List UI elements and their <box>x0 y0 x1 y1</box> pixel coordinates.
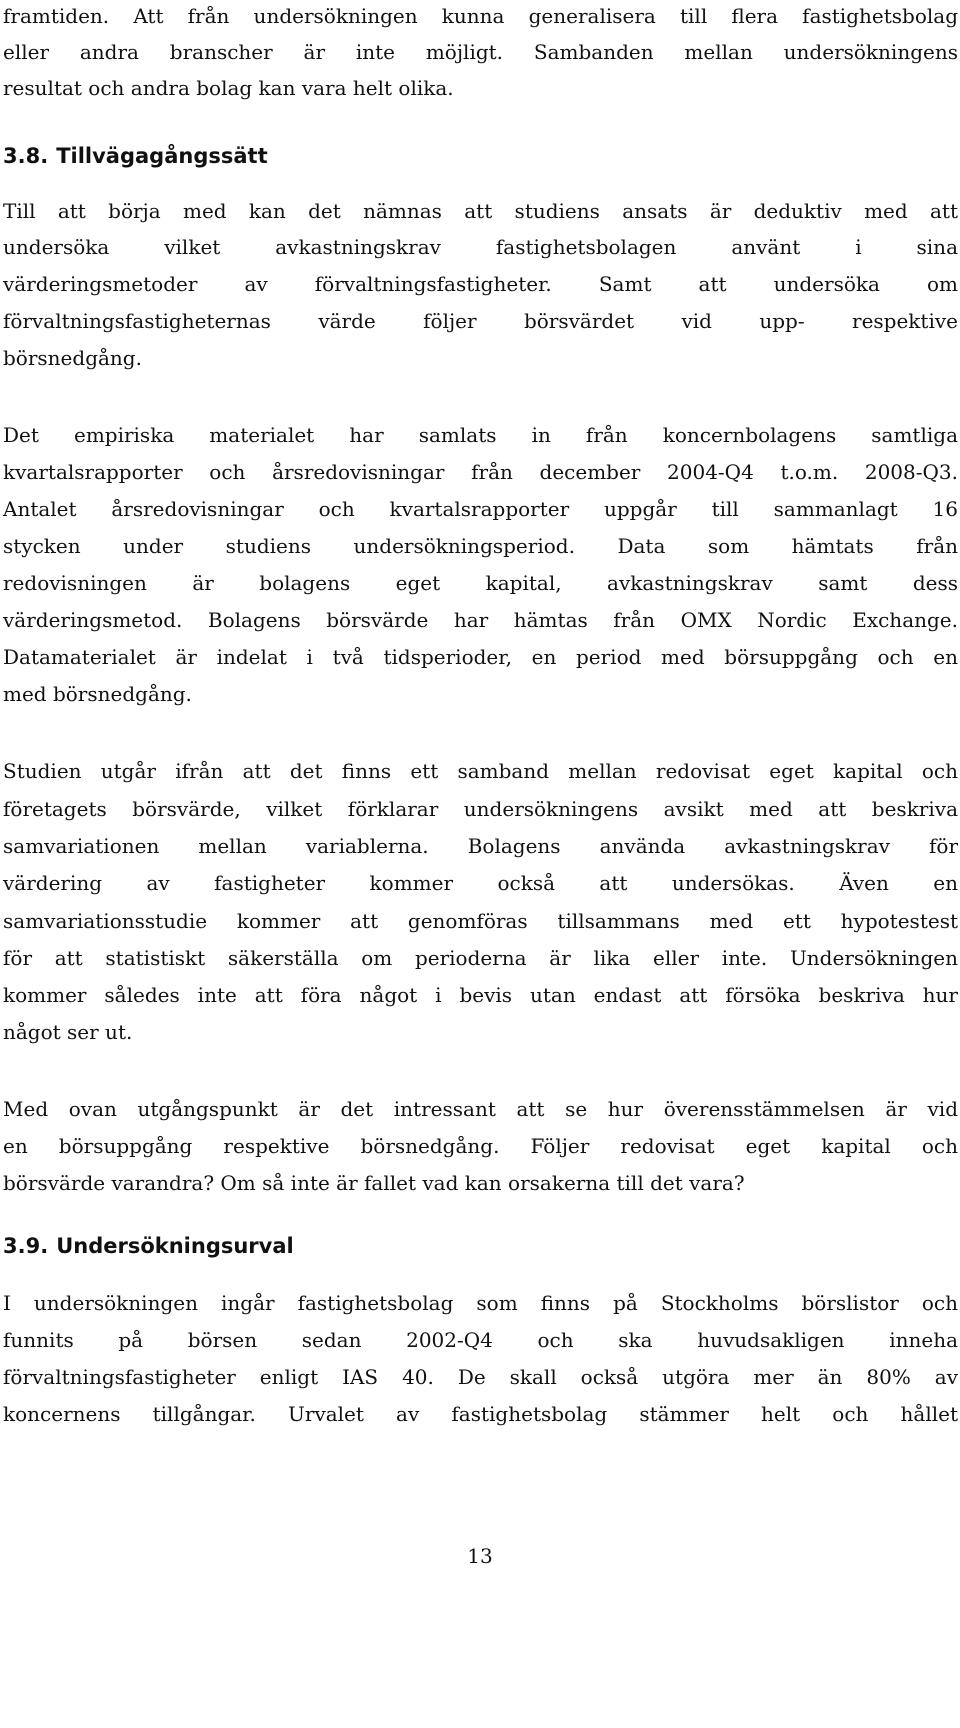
intro-line-2: eller andra branscher är inte möjligt. Sambanden mellan undersökningens <box>3 40 958 64</box>
section-number: 3.9. <box>3 1234 49 1258</box>
section-heading-3-8 <box>3 142 268 170</box>
intro-line-3: resultat och andra bolag kan vara helt olika. <box>3 76 454 100</box>
paragraph-line: värdering av fastigheter kommer också att undersökas. Även en <box>3 871 958 895</box>
paragraph-line: kvartalsrapporter och årsredovisningar från december 2004-Q4 t.o.m. 2008-Q3. <box>3 460 958 484</box>
section-title: Tillvägagångssätt <box>56 144 268 168</box>
paragraph-line: undersöka vilket avkastningskrav fastighetsbolagen använt i sina <box>3 235 958 259</box>
paragraph-line: samvariationen mellan variablerna. Bolagens använda avkastningskrav för <box>3 834 958 858</box>
section-title: Undersökningsurval <box>56 1234 294 1258</box>
paragraph-line: samvariationsstudie kommer att genomföras tillsammans med ett hypotestest <box>3 909 958 933</box>
section-number: 3.8. <box>3 144 49 168</box>
section-heading-3-9 <box>3 1232 294 1260</box>
paragraph-line: Datamaterialet är indelat i två tidsperioder, en period med börsuppgång och en <box>3 645 958 669</box>
paragraph-line: något ser ut. <box>3 1020 133 1044</box>
paragraph-line: redovisningen är bolagens eget kapital, avkastningskrav samt dess <box>3 571 958 595</box>
paragraph-line: börsvärde varandra? Om så inte är fallet vad kan orsakerna till det vara? <box>3 1171 745 1195</box>
paragraph-line: med börsnedgång. <box>3 682 192 706</box>
paragraph-line: börsnedgång. <box>3 346 142 370</box>
paragraph-line: stycken under studiens undersökningsperiod. Data som hämtats från <box>3 534 958 558</box>
paragraph-line: kommer således inte att föra något i bevis utan endast att försöka beskriva hur <box>3 983 958 1007</box>
page-number: 13 <box>467 1544 493 1568</box>
paragraph-line: värderingsmetoder av förvaltningsfastigheter. Samt att undersöka om <box>3 272 958 296</box>
paragraph-line: Det empiriska materialet har samlats in från koncernbolagens samtliga <box>3 423 958 447</box>
paragraph-line: förvaltningsfastigheternas värde följer börsvärdet vid upp- respektive <box>3 309 958 333</box>
paragraph-line: Antalet årsredovisningar och kvartalsrapporter uppgår till sammanlagt 16 <box>3 497 958 521</box>
paragraph-line: för att statistiskt säkerställa om perioderna är lika eller inte. Undersökningen <box>3 946 958 970</box>
paragraph-line: företagets börsvärde, vilket förklarar undersökningens avsikt med att beskriva <box>3 797 958 821</box>
paragraph-line: koncernens tillgångar. Urvalet av fastighetsbolag stämmer helt och hållet <box>3 1402 958 1426</box>
paragraph-line: Till att börja med kan det nämnas att studiens ansats är deduktiv med att <box>3 199 958 223</box>
paragraph-line: värderingsmetod. Bolagens börsvärde har hämtas från OMX Nordic Exchange. <box>3 608 958 632</box>
paragraph-line: I undersökningen ingår fastighetsbolag som finns på Stockholms börslistor och <box>3 1291 958 1315</box>
paragraph-line: Med ovan utgångspunkt är det intressant att se hur överensstämmelsen är vid <box>3 1097 958 1121</box>
paragraph-line: förvaltningsfastigheter enligt IAS 40. De skall också utgöra mer än 80% av <box>3 1365 958 1389</box>
paragraph-line: funnits på börsen sedan 2002-Q4 och ska huvudsakligen inneha <box>3 1328 958 1352</box>
paragraph-line: Studien utgår ifrån att det finns ett samband mellan redovisat eget kapital och <box>3 759 958 783</box>
intro-line-1: framtiden. Att från undersökningen kunna generalisera till flera fastighetsbolag <box>3 4 958 28</box>
paragraph-line: en börsuppgång respektive börsnedgång. Följer redovisat eget kapital och <box>3 1134 958 1158</box>
